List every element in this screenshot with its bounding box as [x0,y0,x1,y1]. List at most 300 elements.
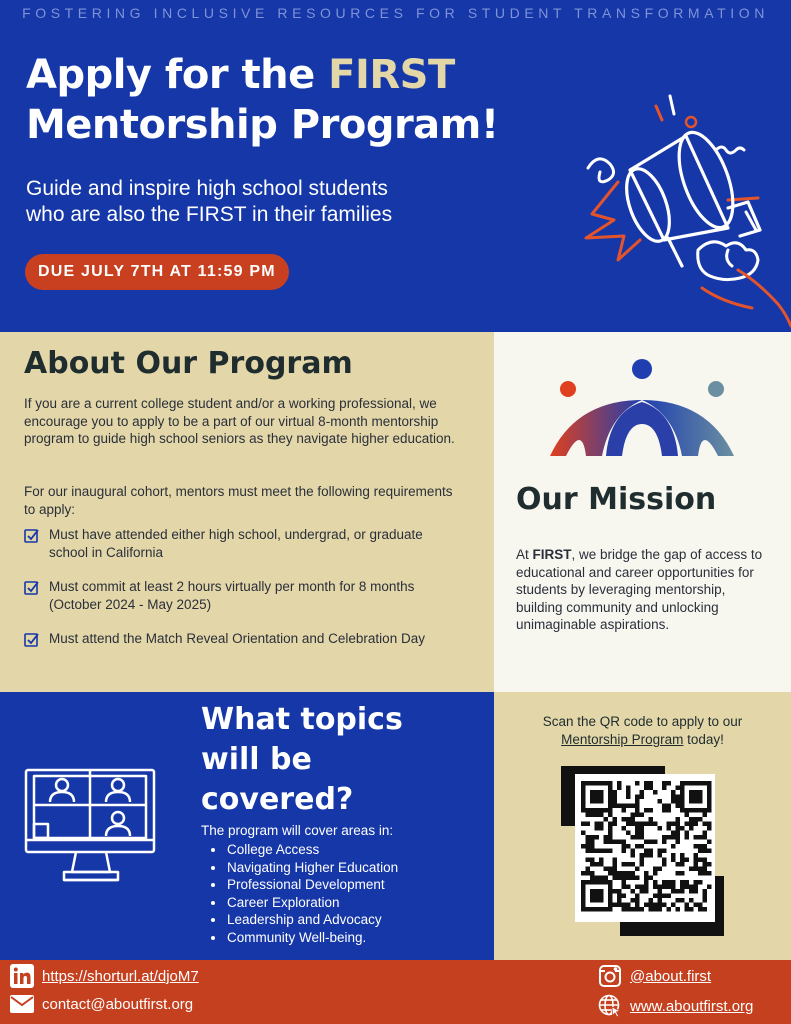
qr-module [662,903,667,908]
qr-code[interactable] [561,766,724,936]
qr-module [581,889,586,894]
qr-module [685,822,690,827]
qr-module [703,781,708,786]
qr-module [613,790,618,795]
qr-module [599,822,604,827]
qr-module [662,849,667,854]
qr-module [644,903,649,908]
qr-line1: Scan the QR code to apply to our [542,714,743,729]
qr-module [635,781,640,786]
mission-heading: Our Mission [516,482,717,517]
qr-module [707,862,712,867]
qr-module [640,907,645,912]
qr-module [635,813,640,818]
qr-module [622,871,627,876]
qr-module [676,898,681,903]
qr-module [640,885,645,890]
qr-module [707,808,712,813]
qr-module [707,840,712,845]
qr-module [653,840,658,845]
qr-module [590,871,595,876]
qr-module [595,889,600,894]
qr-module [653,903,658,908]
qr-module [613,804,618,809]
qr-module [613,876,618,881]
qr-module [631,813,636,818]
qr-module [613,817,618,822]
qr-module [581,894,586,899]
qr-module [698,781,703,786]
hero-banner [0,0,791,332]
qr-module [689,885,694,890]
qr-module [658,889,663,894]
qr-module [640,858,645,863]
qr-module [622,844,627,849]
qr-module [689,795,694,800]
qr-module [703,808,708,813]
qr-module [631,804,636,809]
qr-module [622,903,627,908]
qr-module [689,826,694,831]
qr-module [703,822,708,827]
email-contact[interactable] [10,994,193,1014]
qr-module [581,871,586,876]
qr-module [689,781,694,786]
qr-module [622,804,627,809]
qr-module [707,885,712,890]
qr-module [604,876,609,881]
qr-module [707,826,712,831]
qr-module [608,894,613,899]
requirement-item [24,630,464,648]
qr-module [595,880,600,885]
topics-heading-line3: covered? [201,782,354,817]
qr-module [622,880,627,885]
about-paragraph-1: If you are a current college student and/or a working professional, we encourage you to apply to be a part of our virtual 8-month mentorship program to guide high school seniors as they navigate higher education. [24,396,455,447]
qr-module [694,889,699,894]
qr-module [667,826,672,831]
qr-module [680,858,685,863]
mission-text-rest: , we bridge the gap of access to educational and career opportunities for students by leveraging mentorship, building community and unlocking unimaginable aspirations. [516,547,763,633]
checkbox-checked-icon [24,632,39,647]
qr-module [689,822,694,827]
qr-module [581,903,586,908]
qr-module [617,898,622,903]
qr-module [622,808,627,813]
qr-module [644,786,649,791]
qr-module [685,781,690,786]
qr-module [586,907,591,912]
topics-heading-line1: What topics [201,702,403,737]
qr-module [631,817,636,822]
qr-module [604,880,609,885]
qr-module [671,831,676,836]
qr-module [626,907,631,912]
qr-module [581,831,586,836]
qr-module [622,907,627,912]
qr-module [644,885,649,890]
qr-module [703,898,708,903]
mission-text [516,546,768,634]
qr-module [671,799,676,804]
qr-module [689,867,694,872]
qr-module [608,781,613,786]
qr-module [658,853,663,858]
qr-module [707,849,712,854]
qr-module [662,804,667,809]
qr-module [649,907,654,912]
qr-module [658,898,663,903]
mentorship-program-link[interactable]: Mentorship Program [561,732,684,747]
qr-module [586,858,591,863]
qr-module [676,831,681,836]
qr-module [617,894,622,899]
website-link[interactable]: www.aboutfirst.org [630,997,754,1015]
qr-module [622,862,627,867]
qr-module [599,795,604,800]
qr-module [626,831,631,836]
subtitle-line1: Guide and inspire high school students [26,177,388,200]
qr-module [644,871,649,876]
qr-module [676,889,681,894]
qr-module [649,786,654,791]
requirement-item [24,578,464,613]
qr-module [653,907,658,912]
qr-module [671,835,676,840]
qr-module [631,898,636,903]
qr-module [622,885,627,890]
qr-module [707,804,712,809]
qr-module [613,858,618,863]
qr-module [649,898,654,903]
qr-module [635,808,640,813]
qr-module [608,799,613,804]
qr-module [671,885,676,890]
globe-cursor-icon [598,994,622,1018]
qr-module [662,786,667,791]
checkbox-checked-icon [24,528,39,543]
qr-module [631,871,636,876]
qr-module [631,853,636,858]
qr-module [685,880,690,885]
qr-module [617,804,622,809]
qr-module [581,799,586,804]
qr-module [617,871,622,876]
website-contact[interactable] [598,994,753,1018]
email-icon [10,994,34,1014]
qr-module [626,817,631,822]
qr-section [494,692,791,960]
qr-module [680,880,685,885]
qr-module [635,898,640,903]
about-section [0,332,494,692]
topics-lead: The program will cover areas in: [201,823,394,838]
qr-module [590,835,595,840]
qr-module [635,876,640,881]
qr-module [667,804,672,809]
qr-module [685,831,690,836]
qr-module [608,889,613,894]
qr-module [608,795,613,800]
qr-module [622,840,627,845]
qr-module [599,808,604,813]
qr-module [617,781,622,786]
qr-module [595,795,600,800]
list-item: • Leadership and Advocacy [226,911,398,929]
qr-module [676,826,681,831]
qr-module [613,903,618,908]
qr-module [662,840,667,845]
qr-module [613,862,618,867]
requirement-text: Must attend the Match Reveal Orientation and Celebration Day [49,631,425,646]
qr-module [608,813,613,818]
qr-module [595,822,600,827]
qr-module [649,876,654,881]
qr-module [640,862,645,867]
qr-module [671,795,676,800]
qr-module [703,894,708,899]
qr-module [685,808,690,813]
qr-module [694,880,699,885]
qr-module [599,790,604,795]
qr-module [617,876,622,881]
qr-module [635,799,640,804]
qr-module [590,781,595,786]
qr-module [694,790,699,795]
qr-module [586,840,591,845]
qr-module [703,813,708,818]
qr-module [586,871,591,876]
qr-module [667,885,672,890]
qr-module [635,867,640,872]
qr-module [703,907,708,912]
qr-module [599,799,604,804]
qr-module [590,795,595,800]
qr-module [653,871,658,876]
qr-module [703,862,708,867]
instagram-icon [598,964,622,988]
qr-module [653,790,658,795]
qr-module [671,889,676,894]
qr-module [662,858,667,863]
qr-module [649,781,654,786]
qr-module [707,781,712,786]
qr-module [676,862,681,867]
qr-module [653,822,658,827]
qr-module [635,894,640,899]
list-item: • Community Well-being. [226,929,398,947]
qr-module [590,808,595,813]
qr-module [694,844,699,849]
qr-module [631,822,636,827]
qr-module [631,849,636,854]
qr-module [653,880,658,885]
list-item: • Professional Development [226,876,398,894]
qr-module [617,903,622,908]
qr-module [581,822,586,827]
qr-module [604,840,609,845]
qr-module [622,817,627,822]
qr-module [698,799,703,804]
qr-module [599,826,604,831]
qr-module [680,898,685,903]
qr-module [595,907,600,912]
qr-module [635,885,640,890]
qr-module [599,813,604,818]
qr-module [581,781,586,786]
qr-module [622,876,627,881]
qr-module [590,894,595,899]
qr-module [685,885,690,890]
qr-module [590,840,595,845]
qr-module [680,885,685,890]
qr-module [676,871,681,876]
qr-module [667,808,672,813]
qr-module [698,790,703,795]
qr-module [599,894,604,899]
qr-module [658,903,663,908]
qr-module [595,808,600,813]
qr-module [586,822,591,827]
qr-module [649,849,654,854]
requirement-item [24,526,464,561]
qr-module [680,786,685,791]
qr-module [608,804,613,809]
qr-module [626,871,631,876]
qr-module [590,858,595,863]
qr-module [599,858,604,863]
qr-module [599,898,604,903]
qr-module [631,835,636,840]
qr-module [707,786,712,791]
qr-module [586,880,591,885]
qr-module [604,849,609,854]
qr-module [640,826,645,831]
qr-module [595,862,600,867]
qr-module [586,867,591,872]
qr-module [608,880,613,885]
qr-module [640,853,645,858]
qr-module [617,840,622,845]
qr-module [694,799,699,804]
page-title [26,50,499,150]
qr-module [694,867,699,872]
qr-module [658,885,663,890]
qr-module [671,822,676,827]
qr-module [635,835,640,840]
qr-module [586,849,591,854]
qr-module [680,889,685,894]
qr-module [694,781,699,786]
qr-module [604,867,609,872]
qr-module [653,885,658,890]
qr-module [604,835,609,840]
qr-module [644,781,649,786]
qr-module [590,880,595,885]
qr-module [604,907,609,912]
qr-module [581,885,586,890]
qr-module [644,876,649,881]
requirement-text: Must have attended either high school, undergrad, or graduate school in California [49,527,423,560]
qr-module [667,781,672,786]
qr-module [658,907,663,912]
qr-module [608,867,613,872]
qr-module [608,831,613,836]
subtitle [26,176,392,228]
email-link[interactable]: contact@aboutfirst.org [42,995,194,1013]
qr-module [590,862,595,867]
qr-module [599,880,604,885]
qr-module [608,907,613,912]
qr-module [595,835,600,840]
qr-module [635,795,640,800]
qr-module [685,813,690,818]
qr-module [599,781,604,786]
qr-module [689,898,694,903]
qr-module [703,889,708,894]
qr-module [608,822,613,827]
qr-module [644,853,649,858]
qr-module [590,813,595,818]
qr-module [626,844,631,849]
qr-module [608,903,613,908]
qr-module [676,804,681,809]
due-date-badge: DUE JULY 7TH AT 11:59 PM [25,254,289,290]
qr-module [640,831,645,836]
qr-module [698,858,703,863]
qr-module [671,858,676,863]
qr-module [694,808,699,813]
qr-module [680,795,685,800]
instagram-link[interactable]: @about.first [630,967,712,985]
qr-module [640,822,645,827]
qr-module [707,799,712,804]
qr-module [595,849,600,854]
qr-module [635,844,640,849]
qr-module [595,799,600,804]
qr-module [626,885,631,890]
qr-module [631,862,636,867]
qr-module [680,871,685,876]
qr-module [622,849,627,854]
linkedin-contact[interactable] [10,964,199,988]
qr-module [689,907,694,912]
qr-module [694,903,699,908]
qr-module [626,804,631,809]
qr-module [685,907,690,912]
mission-text-prefix: At [516,547,533,562]
qr-module [653,867,658,872]
qr-module [680,790,685,795]
qr-module [707,795,712,800]
qr-module [698,880,703,885]
qr-module [698,835,703,840]
linkedin-link[interactable]: https://shorturl.at/djoM7 [42,967,199,985]
qr-module [662,808,667,813]
qr-module [608,786,613,791]
qr-module [707,822,712,827]
qr-module [694,835,699,840]
qr-module [635,831,640,836]
qr-module [604,808,609,813]
qr-module [590,907,595,912]
qr-module [676,840,681,845]
qr-module [635,903,640,908]
qr-module [685,903,690,908]
qr-module [698,849,703,854]
megaphone-icon [578,90,791,332]
instagram-contact[interactable] [598,964,711,988]
